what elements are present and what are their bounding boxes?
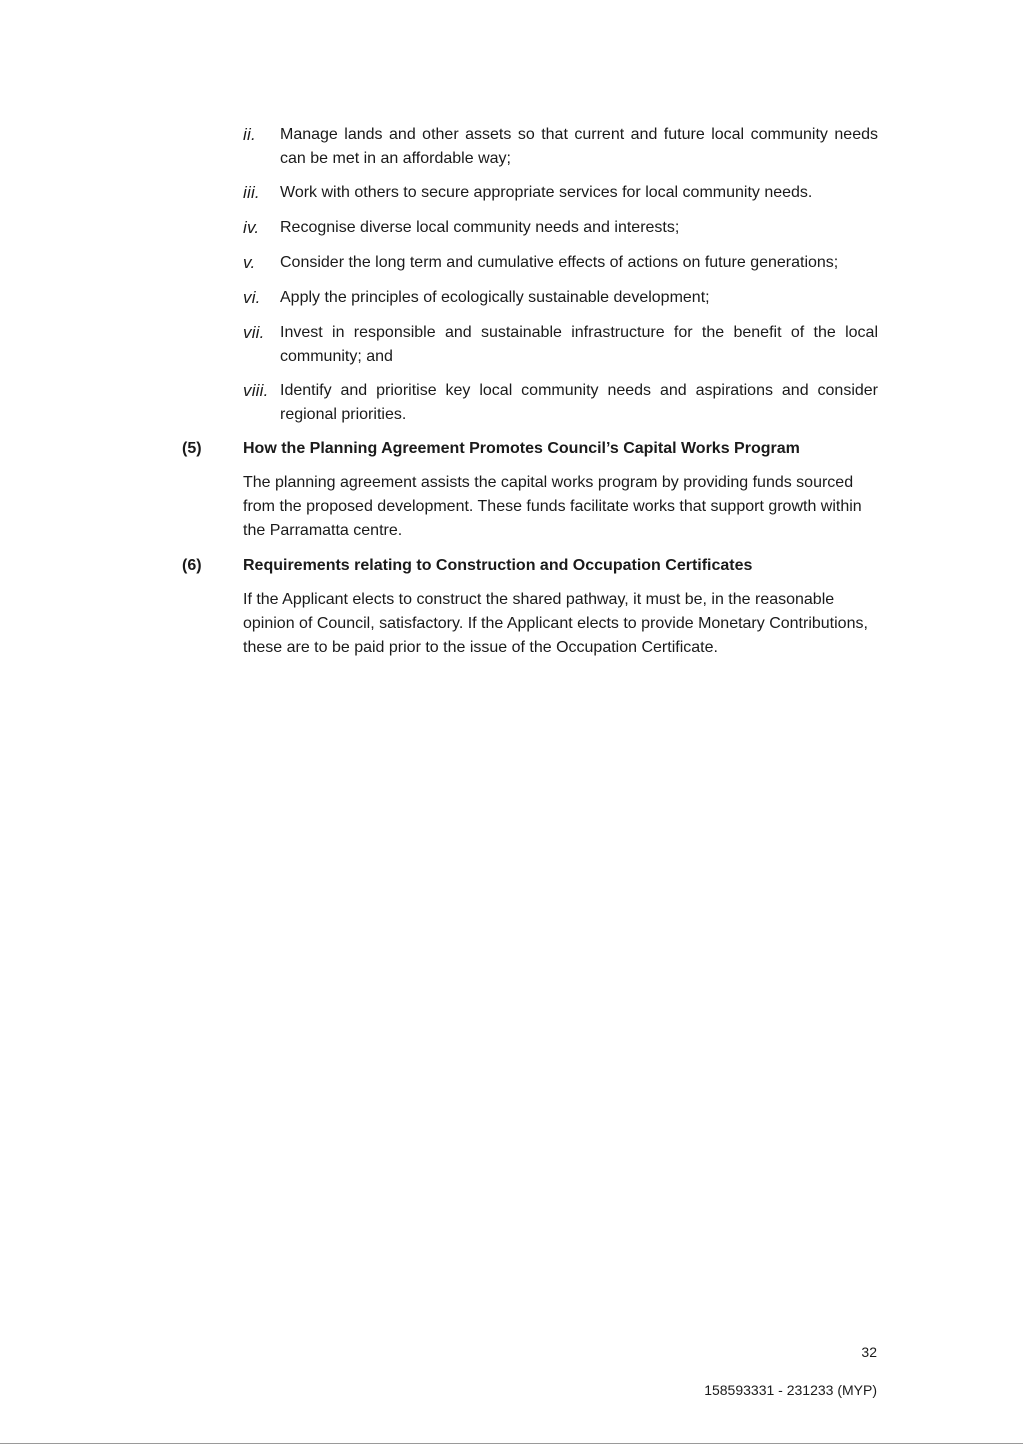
list-item-text: Recognise diverse local community needs and interests; bbox=[280, 219, 680, 236]
list-item bbox=[243, 216, 878, 240]
list-item-text: Work with others to secure appropriate services for local community needs. bbox=[280, 184, 813, 201]
list-numeral: viii. bbox=[243, 381, 269, 400]
list-numeral: iii. bbox=[243, 183, 260, 202]
section-body: If the Applicant elects to construct the shared pathway, it must be, in the reasonable opinion of Council, satisfactory. If the Applicant elects to provide Monetary Contributions, these are to be paid prior to the issue of the Occupation Certificate. bbox=[243, 591, 868, 656]
section-number: (5) bbox=[182, 440, 202, 457]
list-item bbox=[243, 321, 878, 369]
list-numeral: ii. bbox=[243, 125, 256, 144]
list-numeral: v. bbox=[243, 253, 256, 272]
list-item bbox=[243, 181, 878, 205]
list-item bbox=[243, 123, 878, 171]
list-item-text: Manage lands and other assets so that current and future local community needs can be met in an affordable way; bbox=[280, 126, 878, 167]
list-numeral: iv. bbox=[243, 218, 260, 237]
list-item-text: Identify and prioritise key local community needs and aspirations and consider regional priorities. bbox=[280, 382, 878, 423]
section-body: The planning agreement assists the capital works program by providing funds sourced from the proposed development. These funds facilitate works that support growth within the Parramatta centre. bbox=[243, 474, 862, 539]
list-numeral: vi. bbox=[243, 288, 261, 307]
section-title: How the Planning Agreement Promotes Council’s Capital Works Program bbox=[243, 440, 800, 457]
list-item-text: Consider the long term and cumulative effects of actions on future generations; bbox=[280, 254, 839, 271]
list-item-text: Apply the principles of ecologically sustainable development; bbox=[280, 289, 710, 306]
section-heading bbox=[182, 437, 878, 461]
section-5 bbox=[182, 437, 878, 543]
list-item-text: Invest in responsible and sustainable infrastructure for the benefit of the local community; and bbox=[280, 324, 878, 365]
list-item bbox=[243, 379, 878, 427]
list-numeral: vii. bbox=[243, 323, 265, 342]
section-6 bbox=[182, 554, 878, 660]
section-heading bbox=[182, 554, 878, 578]
section-title: Requirements relating to Construction and Occupation Certificates bbox=[243, 557, 753, 574]
page-bottom-divider bbox=[0, 1443, 1023, 1444]
section-number: (6) bbox=[182, 557, 202, 574]
document-reference: 158593331 - 231233 (MYP) bbox=[704, 1382, 877, 1398]
page-number: 32 bbox=[861, 1344, 877, 1360]
objectives-list bbox=[243, 123, 878, 427]
list-item bbox=[243, 286, 878, 310]
list-item bbox=[243, 251, 878, 275]
